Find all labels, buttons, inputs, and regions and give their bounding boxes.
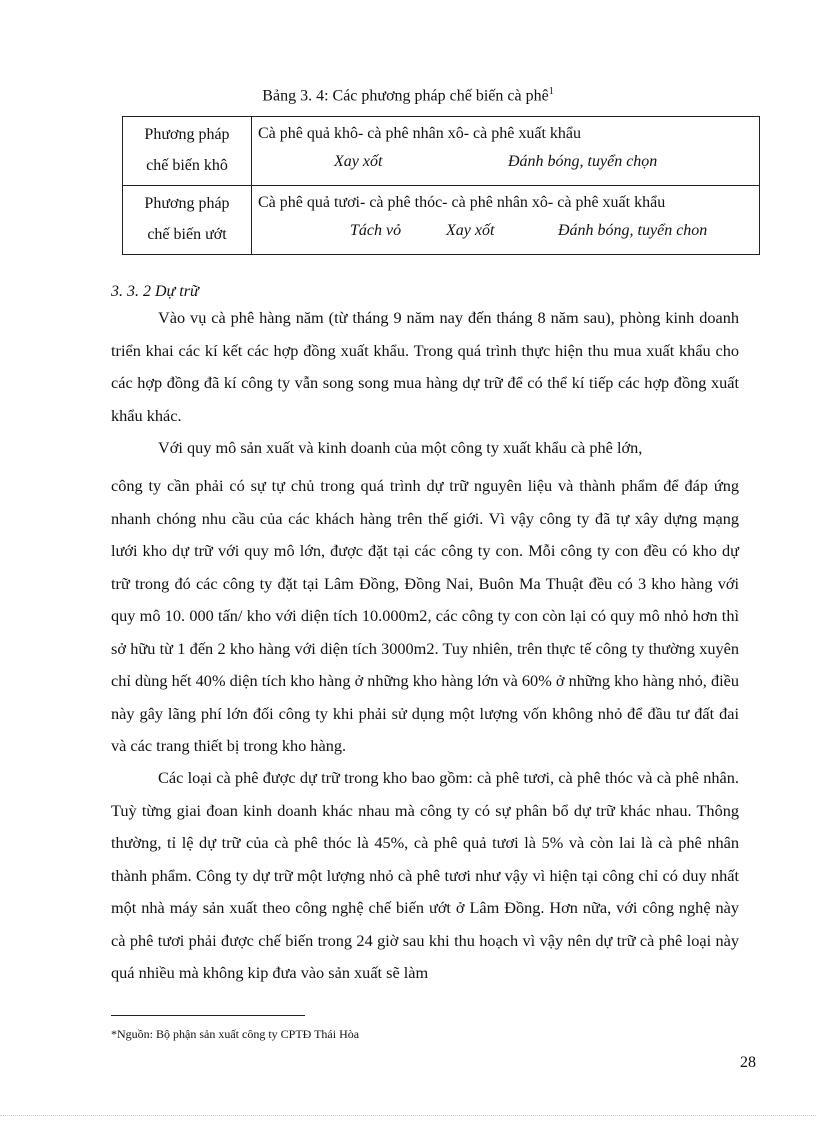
- method-name-cell: [123, 186, 252, 255]
- footnote-reference: 1: [548, 86, 554, 97]
- method-flow-cell: [252, 117, 760, 186]
- method-name-line: Phương pháp: [144, 126, 230, 143]
- footnote-text: Nguồn: Bộ phận sản xuất công ty CPTĐ Thái Hòa: [117, 1027, 360, 1041]
- body-paragraph: [111, 470, 739, 763]
- process-flow: Cà phê quả khô- cà phê nhân xô- cà phê xuất khẩu: [258, 125, 581, 142]
- process-step: Xay xốt: [334, 153, 383, 170]
- paragraph-text: Các loại cà phê được dự trữ trong kho bao gồm: cà phê tươi, cà phê thóc và cà phê nhân. Tuỳ từng giai đoan kinh doanh khác nhau mà công ty có sự phân bổ dự trữ khác nhau. Thông thường, tỉ lệ dự trữ của cà phê thóc là 45%, cà phê quả tươi là 5% và còn lai là cà phê nhân thành phẩm. Công ty dự trữ một lượng nhỏ cà phê tươi như vậy vì hiện tại công chỉ có duy nhất một nhà máy sản xuất theo công nghệ chế biến ướt ở Lâm Đồng. Hơn nữa, với công nghệ này cà phê tươi phải được chế biến trong 24 giờ sau khi thu hoạch vì vậy nên dự trữ cà phê loại này quá nhiều mà không kip đưa vào sản xuất sẽ làm: [111, 768, 739, 982]
- footnote-marker: *: [111, 1027, 117, 1041]
- method-name-line: chế biến ướt: [147, 226, 227, 243]
- process-steps: [258, 149, 753, 183]
- body-paragraph: [111, 302, 739, 432]
- body-paragraph: [111, 432, 739, 465]
- page-bottom-divider: [0, 1115, 816, 1116]
- table-caption-text: Bảng 3. 4: Các phương pháp chế biến cà phê: [262, 87, 549, 105]
- table-caption: [0, 86, 816, 105]
- table-row-dry: [123, 117, 760, 186]
- method-name-cell: [123, 117, 252, 186]
- process-step: Tách vỏ: [350, 222, 402, 239]
- section-heading: 3. 3. 2 Dự trữ: [111, 283, 199, 300]
- body-paragraph: [111, 762, 739, 990]
- processing-methods-table: [122, 116, 760, 255]
- method-name-line: chế biến khô: [146, 157, 228, 174]
- footnote: [111, 1027, 359, 1042]
- page-number: 28: [740, 1054, 756, 1071]
- process-flow: Cà phê quả tươi- cà phê thóc- cà phê nhân xô- cà phê xuất khẩu: [258, 194, 666, 211]
- process-steps: [258, 218, 753, 252]
- method-flow-cell: [252, 186, 760, 255]
- paragraph-text: công ty cần phải có sự tự chủ trong quá trình dự trữ nguyên liệu và thành phẩm để đáp ứng nhanh chóng nhu cầu của các khách hàng trên thế giới. Vì vậy công ty đã tự xây dựng mạng lưới kho dự trữ với quy mô lớn, được đặt tại các công ty con. Mỗi công ty con đều có kho dự trữ trong đó các công ty đặt tại Lâm Đồng, Đồng Nai, Buôn Ma Thuật đều có 3 kho hàng với quy mô 10. 000 tấn/ kho với diện tích 10.000m2, các công ty con còn lại có quy mô nhỏ hơn thì sở hữu từ 1 đến 2 kho hàng với diện tích 3000m2. Tuy nhiên, trên thực tế công ty thường xuyên chỉ dùng hết 40% diện tích kho hàng ở những kho hàng lớn và 60% ở những kho hàng nhỏ, điều này gây lãng phí lớn đối công ty khi phải sử dụng một lượng vốn không nhỏ để đầu tư đất đai và các trang thiết bị trong kho hàng.: [111, 476, 739, 755]
- table-row-wet: [123, 186, 760, 255]
- paragraph-text: Vào vụ cà phê hàng năm (từ tháng 9 năm nay đến tháng 8 năm sau), phòng kinh doanh triển khai các kí kết các hợp đồng xuất khẩu. Trong quá trình thực hiện thu mua xuất khẩu cho các hợp đồng đã kí công ty vẫn song song mua hàng dự trữ để có thể kí tiếp các hợp đồng xuất khẩu khác.: [111, 308, 739, 425]
- footnote-divider: [111, 1015, 305, 1016]
- method-name-line: Phương pháp: [144, 195, 230, 212]
- process-step: Xay xốt: [446, 222, 495, 239]
- process-step: Đánh bóng, tuyển chọn: [508, 153, 658, 170]
- process-step: Đánh bóng, tuyển chon: [558, 222, 708, 239]
- paragraph-text: Với quy mô sản xuất và kinh doanh của một công ty xuất khẩu cà phê lớn,: [158, 438, 643, 457]
